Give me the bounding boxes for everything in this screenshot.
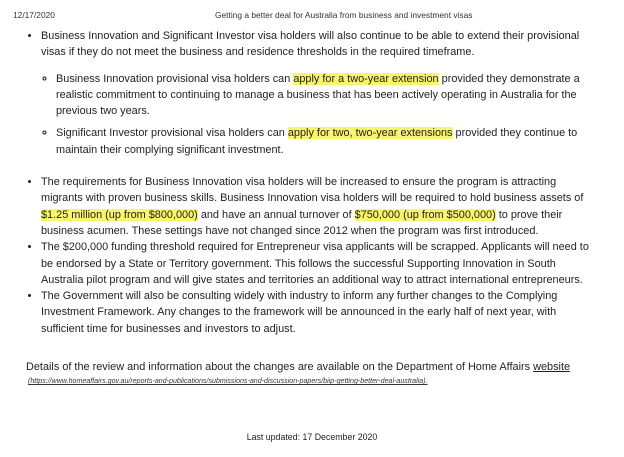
print-header bbox=[0, 10, 624, 24]
sub-bullet-text: provided they demonstrate a realistic commitment to continuing to manage a business that has been actively operating in Australia for the previous two years. bbox=[56, 72, 580, 118]
bullet-text: The $200,000 funding threshold required for Entrepreneur visa applicants will be scrapped. Applicants will need to be endorsed by a State or Territory government. This follows the successful Supporting Innovation in South Australia pilot program and will give states and territories an additional way to attract international entrepreneurs. bbox=[41, 241, 589, 286]
last-updated: Last updated: 17 December 2020 bbox=[246, 432, 378, 442]
bullet-text: Business Innovation and Significant Investor visa holders will also continue to be able to extend their provisional visas if they do not meet the business and residence thresholds in the required timeframe. bbox=[41, 30, 580, 59]
bullet-text: to prove their business acumen. These settings have not changed since 2012 when the program was first introduced. bbox=[41, 208, 563, 237]
bullet-list bbox=[24, 28, 598, 337]
details-text: Details of the review and information about the changes are available on the Department of Home Affairs bbox=[26, 361, 534, 374]
sub-bullet-text: Business Innovation provisional visa holders can bbox=[56, 72, 294, 85]
highlighted-text: $1.25 million (up from $800,000) bbox=[41, 208, 198, 221]
website-link[interactable]: website bbox=[533, 361, 571, 374]
highlighted-text: apply for two, two-year extensions bbox=[287, 127, 453, 140]
print-date: 12/17/2020 bbox=[13, 10, 55, 20]
bullet-business-innovation-requirements bbox=[41, 174, 598, 239]
bullet-entrepreneur-threshold bbox=[41, 239, 598, 288]
main-content bbox=[24, 28, 598, 387]
sub-bullet-text: provided they continue to maintain their complying significant investment. bbox=[56, 127, 578, 156]
highlighted-text: apply for a two-year extension bbox=[293, 72, 439, 85]
bullet-provisional-extensions bbox=[41, 28, 598, 158]
bullet-complying-investment-framework bbox=[41, 288, 598, 337]
document-title: Getting a better deal for Australia from business and investment visas bbox=[215, 10, 473, 20]
bullet-text: and have an annual turnover of bbox=[197, 208, 355, 221]
bullet-text: The requirements for Business Innovation visa holders will be increased to ensure the program is attracting migrants with proven business skills. Business Innovation visa holders will be required to hold business assets of bbox=[41, 176, 584, 205]
sub-bullet-list bbox=[41, 71, 598, 158]
sub-bullet-text: Significant Investor provisional visa holders can bbox=[56, 127, 288, 140]
website-url[interactable]: (https://www.homeaffairs.gov.au/reports-and-publications/submissions-and-discussion-papers/biip-getting-better-deal-australia). bbox=[28, 377, 428, 386]
highlighted-text: $750,000 (up from $500,000) bbox=[354, 208, 496, 221]
bullet-text: The Government will also be consulting widely with industry to inform any further changes to the Complying Investment Framework. Any changes to the framework will be announced in the early half of next year, with sufficient time for businesses and investors to adjust. bbox=[41, 290, 558, 335]
sub-bullet-business-innovation bbox=[56, 71, 598, 120]
sub-bullet-significant-investor bbox=[56, 125, 598, 158]
details-paragraph bbox=[26, 359, 598, 387]
